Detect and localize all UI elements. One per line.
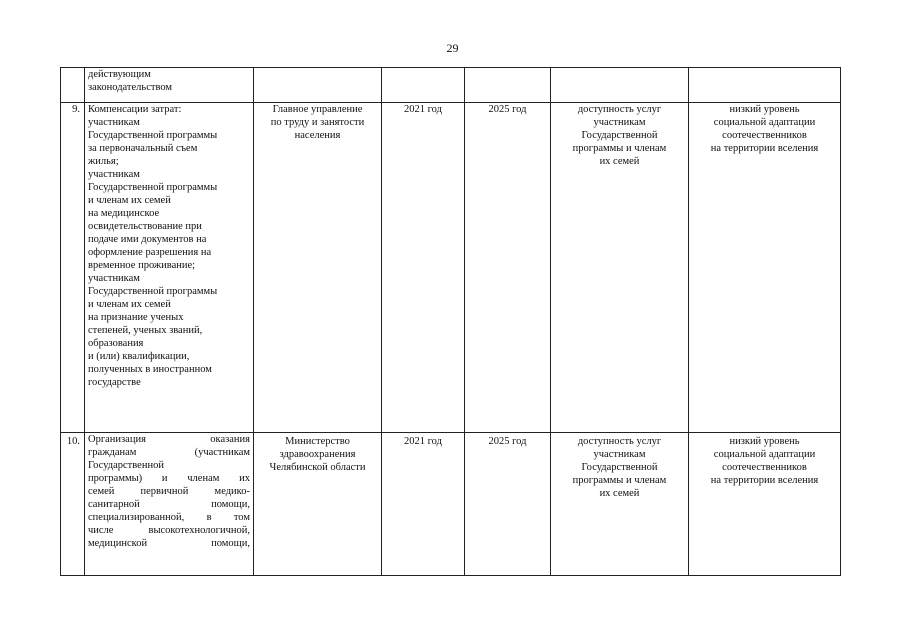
table-row-9 [61, 103, 841, 433]
result-line: доступность услуг [577, 436, 662, 447]
description-line: и членам их семей [88, 195, 171, 206]
executor-line: Главное управление [272, 104, 363, 115]
risk-line: соотечественников [722, 130, 807, 141]
description-line: специализированной, в том [88, 512, 250, 523]
table-row-10 [61, 433, 841, 576]
result-line: Государственной [581, 130, 658, 141]
description-line: Организация оказания [88, 434, 250, 445]
start-year-cell [382, 68, 465, 103]
executor-line: здравоохранения [279, 449, 356, 460]
executor-line: по труду и занятости [270, 117, 365, 128]
result-line: доступность услуг [577, 104, 662, 115]
row-number: 10. [61, 433, 85, 576]
executor-cell [254, 68, 382, 103]
result-line: участникам [593, 117, 646, 128]
description-line: числе высокотехнологичной, [88, 525, 250, 536]
risk-line: социальной адаптации [713, 117, 816, 128]
risk-cell [689, 433, 841, 576]
description-line: на признание ученых [88, 312, 184, 323]
description-line: на медицинское [88, 208, 160, 219]
end-year-cell [465, 68, 551, 103]
measures-table [60, 67, 841, 576]
executor-line: населения [294, 130, 341, 141]
result-cell [551, 433, 689, 576]
risk-line: низкий уровень [729, 104, 800, 115]
table-row-continuation [61, 68, 841, 103]
risk-line: низкий уровень [729, 436, 800, 447]
description-line: подаче ими документов на [88, 234, 207, 245]
description-line: семей первичной медико- [88, 486, 250, 497]
executor-cell [254, 433, 382, 576]
start-year-cell: 2021 год [382, 433, 465, 576]
risk-cell [689, 103, 841, 433]
description-line: Государственной [88, 460, 164, 471]
result-line: их семей [599, 488, 640, 499]
description-line: законодательством [88, 82, 173, 93]
description-line: санитарной помощи, [88, 499, 250, 510]
result-line: Государственной [581, 462, 658, 473]
description-line: медицинской помощи, [88, 538, 250, 549]
result-line: программы и членам [572, 475, 667, 486]
description-line: участникам [88, 169, 140, 180]
risk-line: социальной адаптации [713, 449, 816, 460]
executor-line: Челябинской области [269, 462, 366, 473]
description-line: участникам [88, 117, 140, 128]
description-line: Государственной программы [88, 286, 218, 297]
result-cell [551, 103, 689, 433]
row-number: 9. [61, 103, 85, 433]
description-line: Государственной программы [88, 182, 218, 193]
end-year-cell: 2025 год [465, 433, 551, 576]
description-line: жилья; [88, 156, 119, 167]
description-line: степеней, ученых званий, [88, 325, 203, 336]
description-line: Компенсации затрат: [88, 104, 182, 115]
description-cell [85, 433, 254, 576]
description-line: государстве [88, 377, 141, 388]
description-line: действующим [88, 69, 151, 80]
executor-cell [254, 103, 382, 433]
description-line: и (или) квалификации, [88, 351, 190, 362]
result-line: участникам [593, 449, 646, 460]
start-year-cell: 2021 год [382, 103, 465, 433]
description-line: освидетельствование при [88, 221, 202, 232]
risk-line: на территории вселения [710, 143, 819, 154]
description-line: Государственной программы [88, 130, 218, 141]
row-number [61, 68, 85, 103]
description-cell [85, 103, 254, 433]
end-year-cell: 2025 год [465, 103, 551, 433]
executor-line: Министерство [285, 436, 350, 447]
result-line: их семей [599, 156, 640, 167]
description-line: гражданам (участникам [88, 447, 250, 458]
risk-line: на территории вселения [710, 475, 819, 486]
description-line: временное проживание; [88, 260, 196, 271]
description-cell [85, 68, 254, 103]
page-number: 29 [446, 41, 459, 55]
result-line: программы и членам [572, 143, 667, 154]
description-line: полученных в иностранном [88, 364, 212, 375]
description-line: участникам [88, 273, 140, 284]
risk-cell [689, 68, 841, 103]
description-line: и членам их семей [88, 299, 171, 310]
risk-line: соотечественников [722, 462, 807, 473]
description-line: оформление разрешения на [88, 247, 212, 258]
description-line: образования [88, 338, 144, 349]
result-cell [551, 68, 689, 103]
description-line: программы) и членам их [88, 473, 250, 484]
description-line: за первоначальный съем [88, 143, 198, 154]
